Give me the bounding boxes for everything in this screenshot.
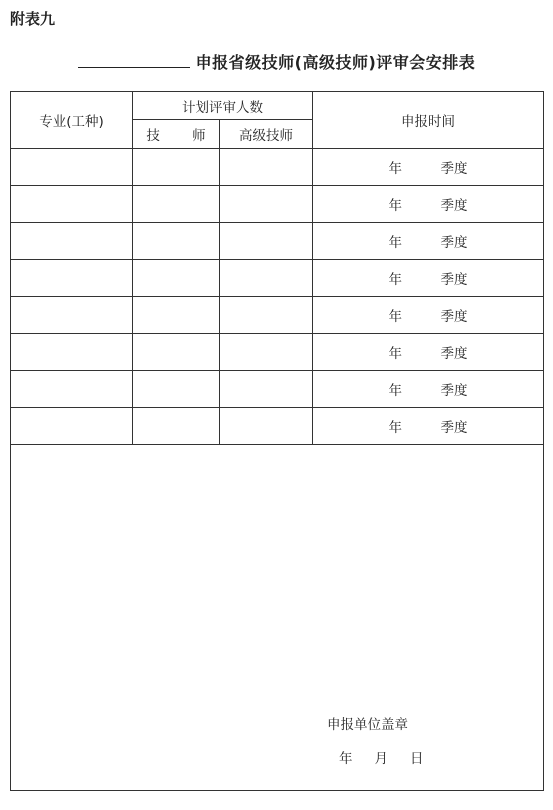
table-row bbox=[11, 371, 544, 408]
header-plan: 计划评审人数 bbox=[133, 92, 313, 120]
region-blank-field[interactable] bbox=[78, 53, 190, 68]
header-row-1 bbox=[11, 92, 544, 120]
declare-time-cell[interactable] bbox=[313, 297, 544, 334]
technician-count-cell[interactable] bbox=[133, 223, 220, 260]
technician-count-cell[interactable] bbox=[133, 186, 220, 223]
season-label: 季度 bbox=[440, 272, 468, 288]
major-cell[interactable] bbox=[11, 334, 133, 371]
declare-time-cell[interactable] bbox=[313, 408, 544, 445]
major-cell[interactable] bbox=[11, 371, 133, 408]
senior-count-cell[interactable] bbox=[220, 260, 313, 297]
year-label: 年 bbox=[388, 309, 402, 325]
header-major: 专业(工种) bbox=[11, 92, 133, 149]
table-row bbox=[11, 186, 544, 223]
year-label: 年 bbox=[388, 420, 402, 436]
title-text: 申报省级技师(高级技师)评审会安排表 bbox=[195, 53, 476, 72]
declare-time-cell[interactable] bbox=[313, 186, 544, 223]
declare-time-cell[interactable] bbox=[313, 149, 544, 186]
seal-day: 日 bbox=[410, 751, 424, 767]
table-row bbox=[11, 149, 544, 186]
technician-count-cell[interactable] bbox=[133, 149, 220, 186]
arrangement-table bbox=[10, 91, 544, 791]
seal-cell bbox=[11, 445, 544, 791]
senior-count-cell[interactable] bbox=[220, 371, 313, 408]
appendix-label: 附表九 bbox=[10, 10, 56, 28]
season-label: 季度 bbox=[440, 346, 468, 362]
year-label: 年 bbox=[388, 161, 402, 177]
major-cell[interactable] bbox=[11, 186, 133, 223]
seal-year: 年 bbox=[339, 751, 353, 767]
technician-count-cell[interactable] bbox=[133, 371, 220, 408]
table-row bbox=[11, 408, 544, 445]
senior-count-cell[interactable] bbox=[220, 223, 313, 260]
year-label: 年 bbox=[388, 383, 402, 399]
table-row bbox=[11, 223, 544, 260]
declare-time-cell[interactable] bbox=[313, 260, 544, 297]
seal-row bbox=[11, 445, 544, 791]
season-label: 季度 bbox=[440, 161, 468, 177]
header-senior-technician: 高级技师 bbox=[220, 120, 313, 149]
year-label: 年 bbox=[388, 272, 402, 288]
major-cell[interactable] bbox=[11, 260, 133, 297]
major-cell[interactable] bbox=[11, 408, 133, 445]
senior-count-cell[interactable] bbox=[220, 334, 313, 371]
technician-count-cell[interactable] bbox=[133, 260, 220, 297]
header-technician: 技 师 bbox=[133, 120, 220, 149]
declare-time-cell[interactable] bbox=[313, 223, 544, 260]
declare-time-cell[interactable] bbox=[313, 371, 544, 408]
season-label: 季度 bbox=[440, 383, 468, 399]
technician-count-cell[interactable] bbox=[133, 408, 220, 445]
header-time: 申报时间 bbox=[313, 92, 544, 149]
page-title bbox=[0, 50, 553, 73]
table-row bbox=[11, 260, 544, 297]
year-label: 年 bbox=[388, 346, 402, 362]
technician-count-cell[interactable] bbox=[133, 297, 220, 334]
technician-count-cell[interactable] bbox=[133, 334, 220, 371]
seal-date bbox=[339, 747, 424, 767]
season-label: 季度 bbox=[440, 420, 468, 436]
year-label: 年 bbox=[388, 235, 402, 251]
seal-month: 月 bbox=[374, 751, 388, 767]
senior-count-cell[interactable] bbox=[220, 186, 313, 223]
year-label: 年 bbox=[388, 198, 402, 214]
senior-count-cell[interactable] bbox=[220, 297, 313, 334]
declare-time-cell[interactable] bbox=[313, 334, 544, 371]
senior-count-cell[interactable] bbox=[220, 408, 313, 445]
table-row bbox=[11, 334, 544, 371]
season-label: 季度 bbox=[440, 309, 468, 325]
senior-count-cell[interactable] bbox=[220, 149, 313, 186]
major-cell[interactable] bbox=[11, 223, 133, 260]
table-row bbox=[11, 297, 544, 334]
season-label: 季度 bbox=[440, 235, 468, 251]
season-label: 季度 bbox=[440, 198, 468, 214]
seal-label: 申报单位盖章 bbox=[327, 717, 408, 733]
major-cell[interactable] bbox=[11, 149, 133, 186]
major-cell[interactable] bbox=[11, 297, 133, 334]
